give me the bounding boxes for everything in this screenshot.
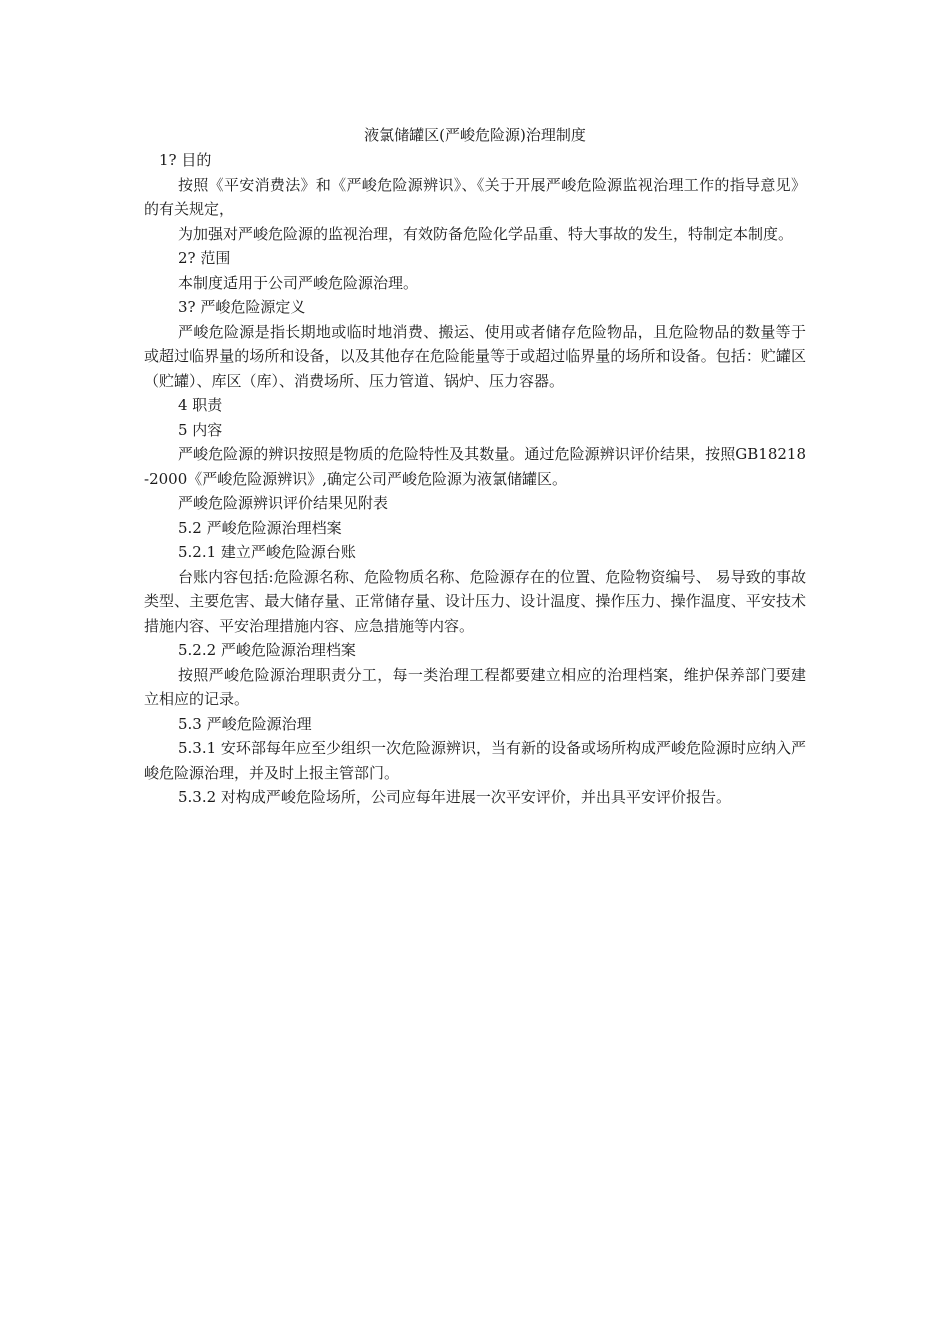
paragraph: 台账内容包括:危险源名称、危险物质名称、危险源存在的位置、危险物资编号、 易导致的事故类型、主要危害、最大储存量、正常储存量、设计压力、设计温度、操作压力、操作温度、平安技术措施内容、平安治理措施内容、应急措施等内容。 [144, 567, 806, 635]
section-heading-content: 5 内容 [178, 420, 223, 439]
section-heading-definition: 3? 严峻危险源定义 [178, 298, 306, 316]
section-heading-purpose: 1? 目的 [159, 151, 212, 169]
section-heading-duties: 4 职责 [178, 396, 223, 414]
section-heading-archive: 5.2 严峻危险源治理档案 [178, 518, 342, 537]
paragraph: 5.3.2 对构成严峻危险场所，公司应每年进展一次平安评价，并出具平安评价报告。 [178, 788, 731, 806]
paragraph: 严峻危险源的辨识按照是物质的危险特性及其数量。通过危险源辨识评价结果，按照GB18218-2000《严峻危险源辨识》,确定公司严峻危险源为液氯储罐区。 [144, 445, 806, 488]
paragraph: 严峻危险源是指长期地或临时地消费、搬运、使用或者储存危险物品，且危险物品的数量等于或超过临界量的场所和设备，以及其他存在危险能量等于或超过临界量的场所和设备。包括：贮罐区（贮罐）、库区（库）、消费场所、压力管道、锅炉、压力容器。 [144, 322, 806, 390]
section-heading-management-archive: 5.2.2 严峻危险源治理档案 [178, 641, 356, 659]
document-page [144, 122, 806, 810]
paragraph: 按照严峻危险源治理职责分工，每一类治理工程都要建立相应的治理档案，维护保养部门要建立相应的记录。 [144, 665, 806, 708]
section-heading-management: 5.3 严峻危险源治理 [178, 714, 312, 733]
paragraph: 按照《平安消费法》和《严峻危险源辨识》、《关于开展严峻危险源监视治理工作的指导意见》的有关规定， [144, 175, 806, 218]
paragraph: 严峻危险源辨识评价结果见附表 [178, 494, 389, 512]
paragraph: 为加强对严峻危险源的监视治理，有效防备危险化学品重、特大事故的发生，特制定本制度。 [178, 224, 794, 243]
section-heading-scope: 2? 范围 [178, 249, 231, 267]
document-title: 液氯储罐区(严峻危险源)治理制度 [364, 126, 586, 144]
paragraph: 5.3.1 安环部每年应至少组织一次危险源辨识，当有新的设备或场所构成严峻危险源时应纳入严峻危险源治理，并及时上报主管部门。 [144, 739, 806, 782]
section-heading-ledger: 5.2.1 建立严峻危险源台账 [178, 543, 356, 561]
paragraph: 本制度适用于公司严峻危险源治理。 [178, 273, 419, 292]
